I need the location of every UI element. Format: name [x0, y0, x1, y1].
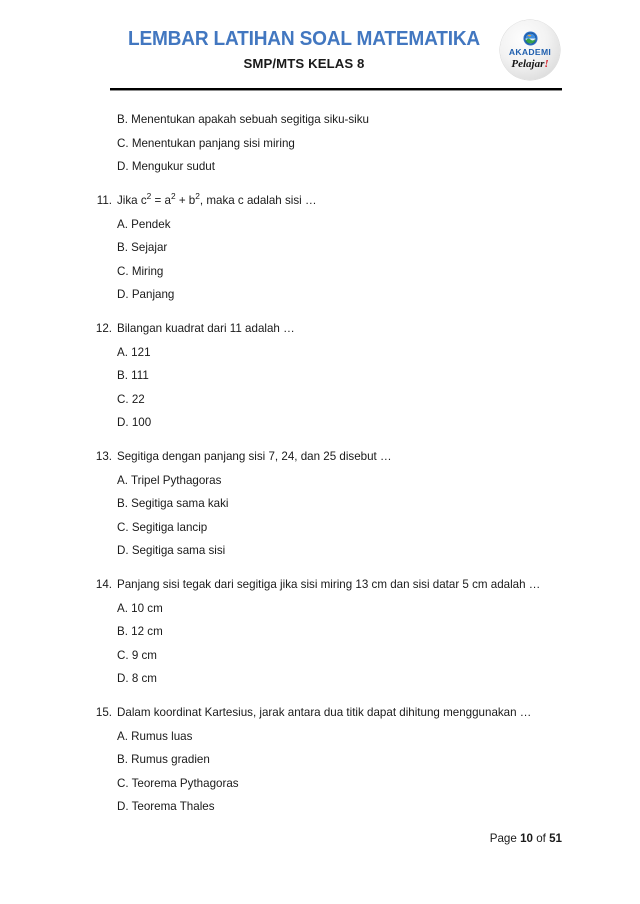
question-block [0, 573, 640, 691]
option-item: A. Rumus luas [117, 729, 193, 743]
header-divider [110, 88, 562, 91]
question-text-post: , maka c adalah sisi … [199, 193, 317, 207]
option-item: D. Panjang [117, 288, 175, 301]
logo-exclamation: ! [544, 57, 549, 70]
question-block [0, 445, 640, 563]
questions-container [0, 108, 640, 819]
question-line [0, 701, 640, 725]
option-item: A. 121 [117, 345, 151, 359]
question-line [0, 573, 640, 597]
question-number: 15. [95, 705, 112, 719]
logo-pelajar-word: Pelajar [511, 57, 545, 70]
option-item: A. Tripel Pythagoras [117, 473, 222, 487]
option-item: B. Segitiga sama kaki [117, 497, 229, 510]
question-text: Panjang sisi tegak dari segitiga jika sisi miring 13 cm dan sisi datar 5 cm adalah … [117, 577, 541, 591]
option-item: C. 22 [117, 392, 145, 406]
logo-pelajar-text [511, 59, 548, 70]
header-title-group [110, 28, 498, 71]
superscript: 2 [195, 190, 200, 201]
option-item: D. 100 [117, 416, 152, 429]
akademi-pelajar-logo [500, 20, 560, 80]
option-item: D. Segitiga sama sisi [117, 544, 226, 557]
option-item: C. Segitiga lancip [117, 520, 208, 534]
question-text: Segitiga dengan panjang sisi 7, 24, dan 25 disebut … [117, 449, 392, 463]
option-item: A. 10 cm [117, 601, 163, 615]
footer-middle: of [532, 832, 550, 845]
footer-total-pages: 51 [549, 832, 562, 845]
question-line [0, 445, 640, 469]
superscript: 2 [146, 190, 152, 201]
question-line [0, 189, 640, 213]
page-title: LEMBAR LATIHAN SOAL MATEMATIKA [127, 27, 481, 50]
option-item: C. Menentukan panjang sisi miring [117, 136, 295, 150]
footer-current-page: 10 [520, 832, 533, 845]
option-item: C. Teorema Pythagoras [117, 776, 239, 790]
option-item: C. 9 cm [117, 648, 157, 662]
question-text-mid2: + b [175, 193, 196, 207]
page-subtitle: SMP/MTS KELAS 8 [243, 55, 365, 71]
option-item: D. Teorema Thales [117, 800, 215, 813]
option-item: A. Pendek [117, 217, 171, 231]
option-item: C. Miring [117, 264, 164, 278]
question-number: 14. [95, 577, 112, 591]
question-text [117, 189, 317, 213]
option-item: B. 111 [117, 369, 149, 382]
question-line [0, 317, 640, 341]
option-item: D. Mengukur sudut [117, 160, 215, 173]
question-number: 13. [95, 449, 112, 463]
globe-icon [523, 31, 538, 46]
superscript: 2 [170, 190, 176, 201]
question-text: Bilangan kuadrat dari 11 adalah … [117, 321, 295, 335]
option-item: D. 8 cm [117, 672, 157, 685]
option-item: B. Rumus gradien [117, 753, 210, 766]
question-text-mid: = a [151, 193, 171, 207]
document-header [0, 0, 640, 100]
question-number: 12. [95, 321, 112, 335]
option-item: B. Menentukan apakah sebuah segitiga siku-siku [117, 113, 369, 126]
footer-prefix: Page [489, 832, 521, 845]
question-number: 11. [96, 193, 112, 207]
question-block [0, 317, 640, 435]
question-text: Dalam koordinat Kartesius, jarak antara dua titik dapat dihitung menggunakan … [117, 705, 532, 719]
logo-akademi-text: AKADEMI [508, 47, 552, 58]
continued-options-group [0, 108, 640, 179]
question-text-pre: Jika c [117, 193, 147, 207]
option-item: B. Sejajar [117, 241, 168, 254]
page-footer [0, 832, 562, 845]
option-item: B. 12 cm [117, 625, 163, 638]
question-block [0, 701, 640, 819]
question-block [0, 189, 640, 307]
